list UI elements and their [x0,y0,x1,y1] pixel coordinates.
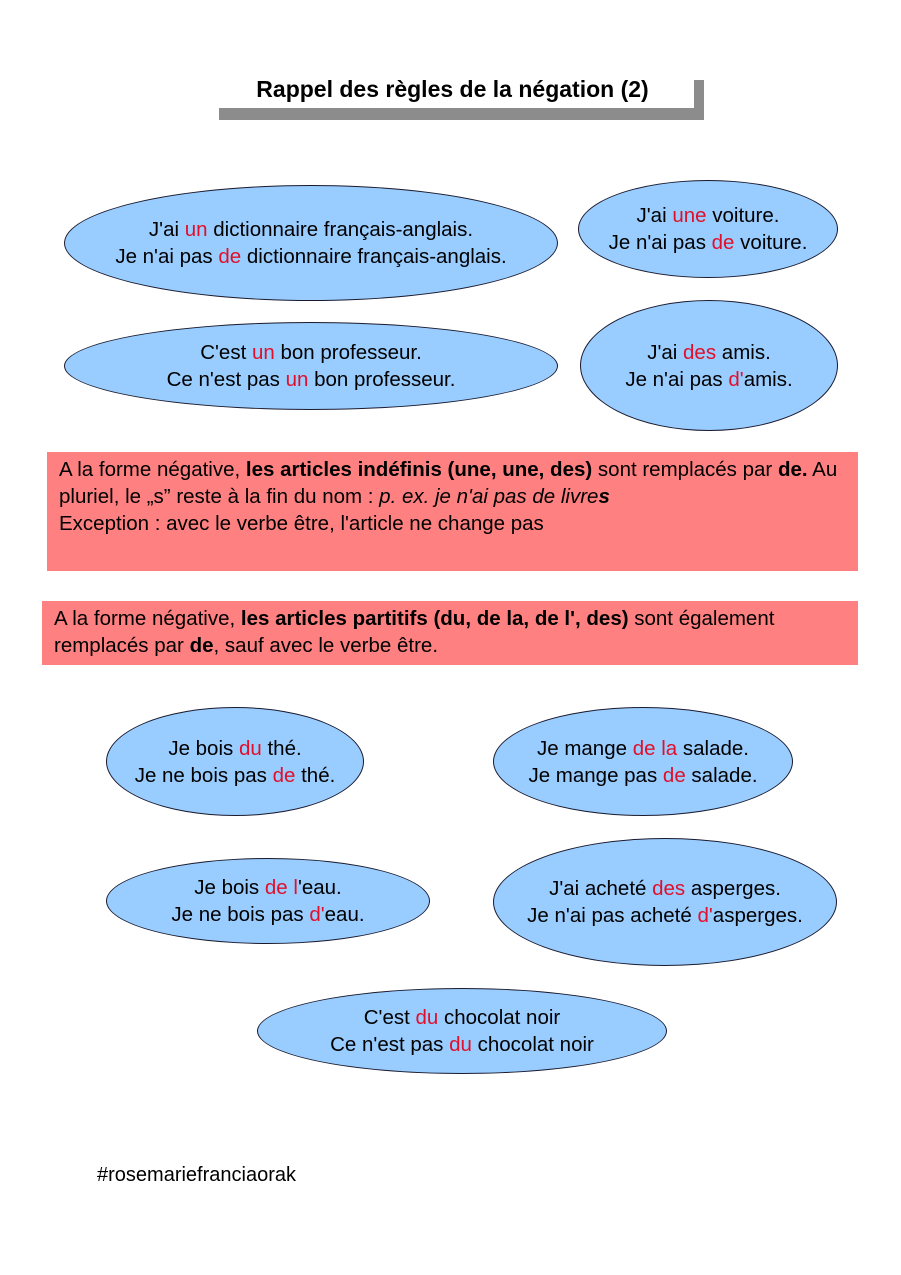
example-line: Ce n'est pas un bon professeur. [166,368,456,391]
example-line: Je n'ai pas de voiture. [608,231,808,254]
example-line: Je n'ai pas de dictionnaire français-anglais. [115,245,507,268]
example-line: C'est du chocolat noir [363,1006,561,1029]
example-line: J'ai un dictionnaire français-anglais. [148,218,474,241]
example-line: Je ne bois pas de thé. [134,763,336,787]
example-line: Je ne bois pas d'eau. [171,903,365,926]
example-line: Je n'ai pas d'amis. [625,367,793,391]
author-hashtag: #rosemariefranciaorak [97,1164,296,1186]
example-ellipse [493,838,837,966]
example-ellipse [580,300,838,431]
rule-box-indefinite: A la forme négative, les articles indéfinis (une, une, des) sont remplacés par de. Au pluriel, le „s” reste à la fin du nom : p. ex. je n'ai pas de livres Exception : avec le verbe être, l'article ne change pas [47,452,858,571]
rule-box-partitive: A la forme négative, les articles partitifs (du, de la, de l', des) sont également remplacés par de, sauf avec le verbe être. [42,601,858,665]
example-line: Je bois de l'eau. [194,876,342,899]
example-line: C'est un bon professeur. [200,341,422,364]
example-ellipse [493,707,793,816]
example-ellipse [106,707,364,816]
example-line: Ce n'est pas du chocolat noir [330,1033,594,1056]
rule-exception: Exception : avec le verbe être, l'article ne change pas [59,512,544,535]
example-line: J'ai acheté des asperges. [549,877,781,900]
example-line: Je mange de la salade. [536,736,749,760]
example-line: Je mange pas de salade. [528,763,758,787]
example-line: Je n'ai pas acheté d'asperges. [527,904,803,927]
example-ellipse [106,858,430,944]
example-ellipse [578,180,838,278]
example-ellipse [64,185,558,301]
example-ellipse [64,322,558,410]
page-title: Rappel des règles de la négation (2) [211,70,694,108]
example-line: Je bois du thé. [168,736,302,760]
example-line: J'ai une voiture. [636,204,780,227]
example-line: J'ai des amis. [647,340,771,364]
example-ellipse [257,988,667,1074]
